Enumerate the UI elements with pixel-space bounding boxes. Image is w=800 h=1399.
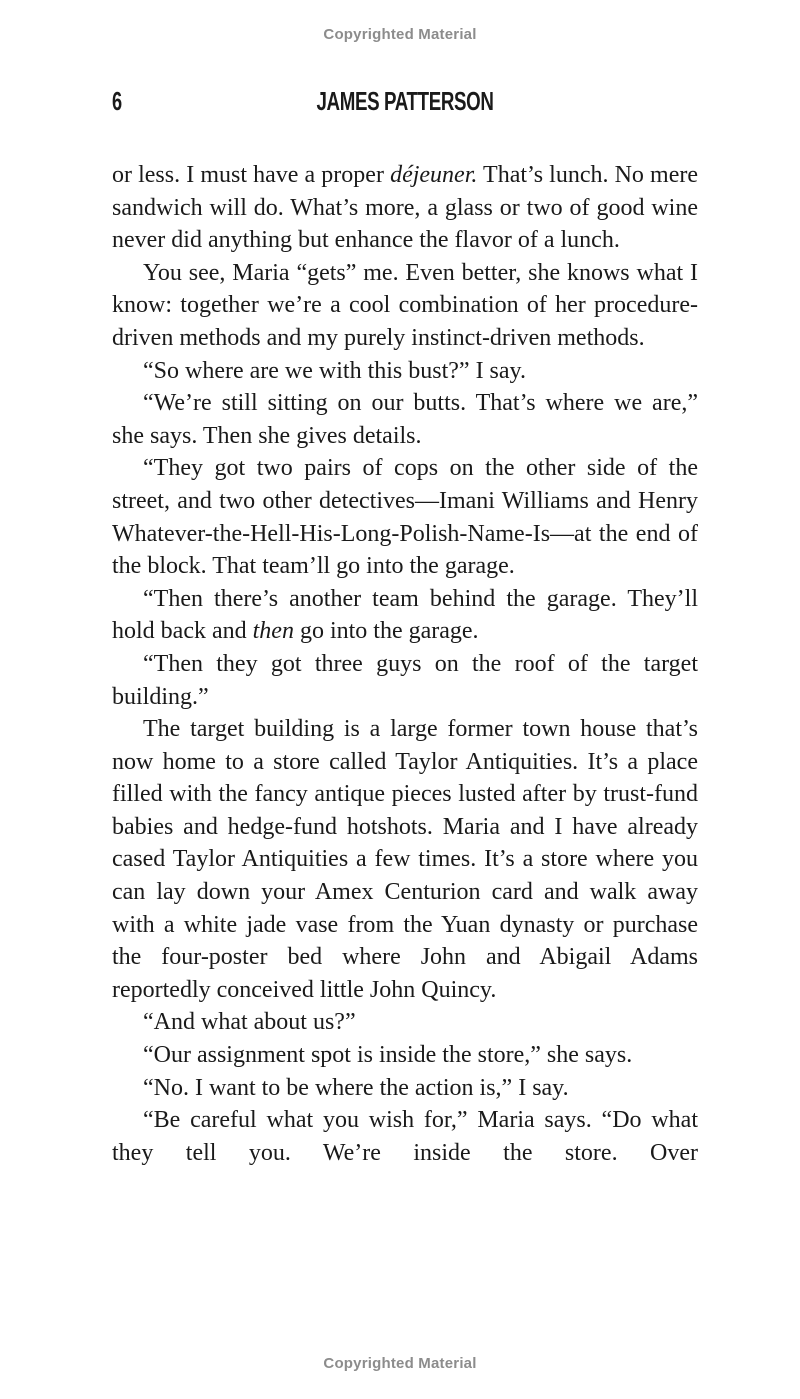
paragraph: You see, Maria “gets” me. Even better, she knows what I know: together we’re a cool combination of her procedure-driven methods and my purely instinct-driven methods. — [112, 259, 698, 351]
copyright-watermark-bottom: Copyrighted Material — [323, 1355, 477, 1372]
paragraph: “Then they got three guys on the roof of the target building.” — [112, 650, 698, 710]
copyright-watermark-top: Copyrighted Material — [323, 26, 477, 43]
paragraph: “Be careful what you wish for,” Maria says. “Do what they tell you. We’re inside the store. Over — [112, 1107, 698, 1166]
paragraph: “We’re still sitting on our butts. That’s where we are,” she says. Then she gives details. — [112, 390, 698, 449]
running-header — [112, 86, 698, 122]
paragraph: “Then there’s another team behind the garage. They’ll hold back and then go into the garage. — [112, 585, 698, 645]
paragraph: The target building is a large former town house that’s now home to a store called Taylor Antiquities. It’s a place filled with the fancy antique pieces lusted after by trust-fund babies and hedge-fund hotshots. Maria and I have already cased Taylor Antiquities a few times. It’s a store where you can lay down your Amex Centurion card and walk away with a white jade vase from the Yuan dynasty or purchase the four-poster bed where John and Abigail Adams reportedly conceived little John Quincy. — [112, 716, 698, 1003]
running-header-author: JAMES PATTERSON — [316, 86, 494, 116]
paragraph: “And what about us?” — [143, 1009, 356, 1036]
paragraph: “So where are we with this bust?” I say. — [143, 357, 526, 384]
body-text — [112, 159, 698, 1169]
paragraph: or less. I must have a proper déjeuner. That’s lunch. No mere sandwich will do. What’s more, a glass or two of good wine never did anything but enhance the flavor of a lunch. — [112, 162, 699, 254]
page-number: 6 — [112, 86, 123, 116]
paragraph: “No. I want to be where the action is,” I say. — [143, 1074, 569, 1101]
paragraph: “Our assignment spot is inside the store,” she says. — [143, 1042, 633, 1069]
paragraph: “They got two pairs of cops on the other side of the street, and two other detectives—Imani Williams and Henry Whatever-the-Hell-His-Long-Polish-Name-Is—at the end of the block. That team’ll go into the garage. — [112, 455, 698, 580]
